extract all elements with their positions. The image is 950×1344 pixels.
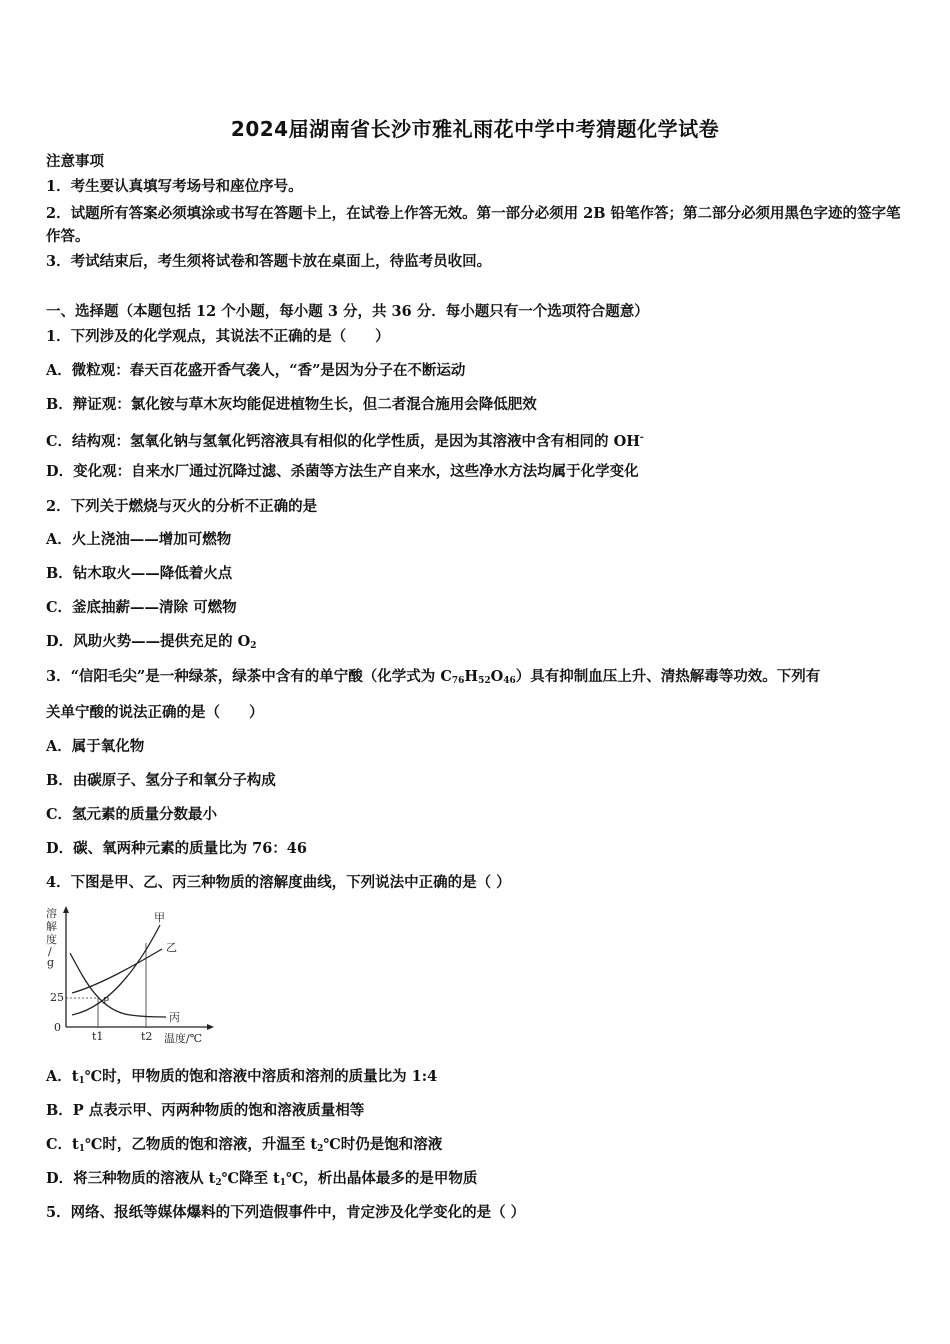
y-label-2: 解 bbox=[46, 920, 57, 933]
section-heading: 一、选择题（本题包括 12 个小题，每小题 3 分，共 36 分．每小题只有一个选项符合题意） bbox=[46, 303, 649, 320]
q4-option-d: D．将三种物质的溶液从 $t_2℃$降至 $t_1℃$，析出晶体最多的是甲物质 bbox=[46, 1170, 478, 1188]
curve-bing bbox=[70, 953, 166, 1017]
curve-jia bbox=[72, 925, 160, 1015]
origin-label: 0 bbox=[54, 1021, 61, 1034]
q4-option-a: A．$t_1℃$时，甲物质的饱和溶液中溶质和溶剂的质量比为 1:4 bbox=[46, 1068, 438, 1086]
q4-stem: 4．下图是甲、乙、丙三种物质的溶解度曲线，下列说法中正确的是（ ） bbox=[46, 874, 511, 891]
notice-item-3: 3．考试结束后，考生须将试卷和答题卡放在桌面上，待监考员收回。 bbox=[46, 253, 492, 270]
q1-stem: 1．下列涉及的化学观点，其说法不正确的是（ ） bbox=[46, 328, 390, 345]
q1-option-b: B．辩证观：氯化铵与草木灰均能促进植物生长，但二者混合施用会降低肥效 bbox=[46, 396, 537, 413]
x-tick-t2: t2 bbox=[141, 1030, 153, 1043]
solubility-curve-diagram bbox=[40, 903, 230, 1053]
x-axis-arrow bbox=[207, 1024, 214, 1030]
q2-stem: 2．下列关于燃烧与灭火的分析不正确的是 bbox=[46, 498, 318, 515]
y-tick-25: 25 bbox=[50, 991, 64, 1004]
q3-option-a: A．属于氧化物 bbox=[46, 738, 145, 755]
q2-option-c: C．釜底抽薪——清除 可燃物 bbox=[46, 599, 237, 616]
y-label-4: / bbox=[48, 945, 52, 958]
q3-stem-line1: 3．“信阳毛尖”是一种绿茶，绿茶中含有的单宁酸（化学式为 $C_{76}H_{52}O_{46}$）具有抑制血压上升、清热解毒等功效。下列有 bbox=[46, 668, 821, 686]
q1-option-d: D．变化观：自来水厂通过沉降过滤、杀菌等方法生产自来水，这些净水方法均属于化学变化 bbox=[46, 463, 639, 480]
q3-option-b: B．由碳原子、氢分子和氧分子构成 bbox=[46, 772, 276, 789]
q2-option-d: D．风助火势——提供充足的 $O_2$ bbox=[46, 633, 257, 651]
q4-option-c: C．$t_1℃$时，乙物质的饱和溶液，升温至 $t_2℃$时仍是饱和溶液 bbox=[46, 1136, 443, 1154]
page-title: 2024届湖南省长沙市雅礼雨花中学中考猜题化学试卷 bbox=[230, 117, 720, 141]
q2-option-b: B．钻木取火——降低着火点 bbox=[46, 565, 233, 582]
curve-yi bbox=[72, 949, 162, 993]
curve-label-bing: 丙 bbox=[169, 1011, 180, 1024]
q1-option-a: A．微粒观：春天百花盛开香气袭人，“香”是因为分子在不断运动 bbox=[46, 362, 466, 379]
y-label-5: g bbox=[47, 956, 55, 969]
q4-option-b: B．P 点表示甲、丙两种物质的饱和溶液质量相等 bbox=[46, 1102, 365, 1119]
y-label-3: 度 bbox=[46, 933, 57, 946]
q1-option-c: C．结构观：氢氧化钠与氢氧化钙溶液具有相似的化学性质，是因为其溶液中含有相同的 OH- bbox=[46, 433, 644, 450]
q3-option-d: D．碳、氧两种元素的质量比为 76：46 bbox=[46, 840, 307, 857]
y-label-1: 溶 bbox=[46, 907, 57, 920]
q2-option-a: A．火上浇油——增加可燃物 bbox=[46, 531, 232, 548]
q3-option-c: C．氢元素的质量分数最小 bbox=[46, 806, 218, 823]
notice-heading: 注意事项 bbox=[46, 153, 104, 170]
point-p-label: P bbox=[103, 997, 110, 1007]
curve-label-jia: 甲 bbox=[154, 911, 165, 924]
notice-item-1: 1．考生要认真填写考场号和座位序号。 bbox=[46, 178, 303, 195]
curve-label-yi: 乙 bbox=[166, 941, 177, 954]
q3-stem-line2: 关单宁酸的说法正确的是（ ） bbox=[46, 704, 264, 721]
x-tick-t1: t1 bbox=[92, 1030, 104, 1043]
notice-item-2: 2．试题所有答案必须填涂或书写在答题卡上，在试卷上作答无效。第一部分必须用 2B 铅笔作答；第二部分必须用黑色字迹的签字笔作答。 bbox=[46, 205, 901, 245]
x-axis-label: 温度/℃ bbox=[164, 1032, 203, 1045]
y-axis-arrow bbox=[63, 906, 69, 913]
q5-stem: 5．网络、报纸等媒体爆料的下列造假事件中，肯定涉及化学变化的是（ ） bbox=[46, 1204, 526, 1221]
